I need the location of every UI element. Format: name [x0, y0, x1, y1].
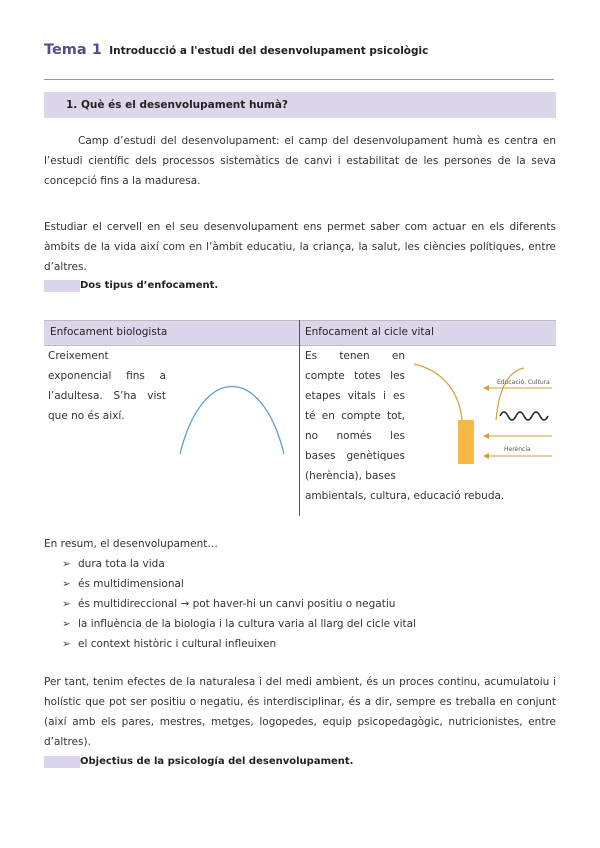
list-item: ➢ dura tota la vida: [62, 554, 416, 574]
arrow-bullet-icon: ➢: [62, 578, 71, 590]
subsection-title-2: Objectius de la psicología del desenvolupament.: [80, 756, 354, 767]
page-header: [44, 42, 428, 58]
summary-bullet-list: [62, 554, 416, 654]
page-title: Introducció a l'estudi del desenvolupament psicològic: [109, 45, 429, 57]
list-item: ➢ la influència de la biologia i la cultura varia al llarg del cicle vital: [62, 614, 416, 634]
paragraph-brain: Estudiar el cervell en el seu desenvolupament ens permet saber com actuar en els diferents àmbits de la vida així com en l’àmbit educatiu, la criança, la salut, les ciències polítiques, entre d’altres.: [44, 221, 556, 273]
table-column-divider: [299, 320, 300, 516]
list-item: ➢ és multidireccional → pot haver-hi un canvi positiu o negatiu: [62, 594, 416, 614]
growth-bar: [458, 420, 474, 464]
inverted-u-curve: [180, 387, 284, 455]
list-item: ➢ és multidimensional: [62, 574, 416, 594]
tema-label: Tema 1: [44, 42, 102, 58]
paragraph-conclusion: Per tant, tenim efectes de la naturalesa i del medi ambient, és un proces continu, acumulatoiu i holístic que pot ser positiu o negatiu, és interdisciplinar, és a dir, sempre es treballa en conjunt (així amb els pares, mestres, metges, logopedes, equip psicopedagògic, nutricionistes, entre d’altres).: [44, 676, 556, 748]
left-arc: [414, 364, 462, 420]
label-education-culture: Educació, Cultura: [497, 379, 550, 386]
paragraph-definition: Camp d’estudi del desenvolupament: el camp del desenvolupament humà es centra en l’estudi científic dels processos sistemàtics de canvi i estabilitat de les persones de la seva concepció fins a la maduresa.: [44, 135, 556, 187]
list-item: ➢ el context històric i cultural infleuixen: [62, 634, 416, 654]
subsection-marker-2: [44, 756, 80, 768]
arrow-bullet-icon: ➢: [62, 598, 71, 610]
cell-biologista-text: Creixement exponencial fins a l’adultesa. S’ha vist que no és així.: [48, 350, 166, 422]
lifespan-influences-diagram: [412, 358, 556, 468]
label-heritage: Herència: [504, 446, 531, 453]
section-title: 1. Què és el desenvolupament humà?: [66, 99, 289, 111]
table-header-biologista: Enfocament biologista: [50, 326, 168, 338]
header-divider: [44, 79, 554, 80]
subsection-title: Dos tipus d’enfocament.: [80, 280, 219, 291]
growth-curve-diagram: [170, 360, 295, 460]
table-header-cicle-vital: Enfocament al cicle vital: [305, 326, 434, 338]
subsection-marker: [44, 280, 80, 292]
cell-cicle-vital-text: Es tenen en compte totes les etapes vitals i es té en compte tot, no només les bases genètiques (herència), bases: [305, 350, 405, 482]
summary-intro: En resum, el desenvolupament…: [44, 538, 218, 550]
wave-line: [500, 412, 548, 420]
arrow-bullet-icon: ➢: [62, 558, 71, 570]
cell-cicle-vital-tail: ambientals, cultura, educació rebuda.: [305, 490, 505, 502]
arrow-bullet-icon: ➢: [62, 618, 71, 630]
arrow-bullet-icon: ➢: [62, 638, 71, 650]
